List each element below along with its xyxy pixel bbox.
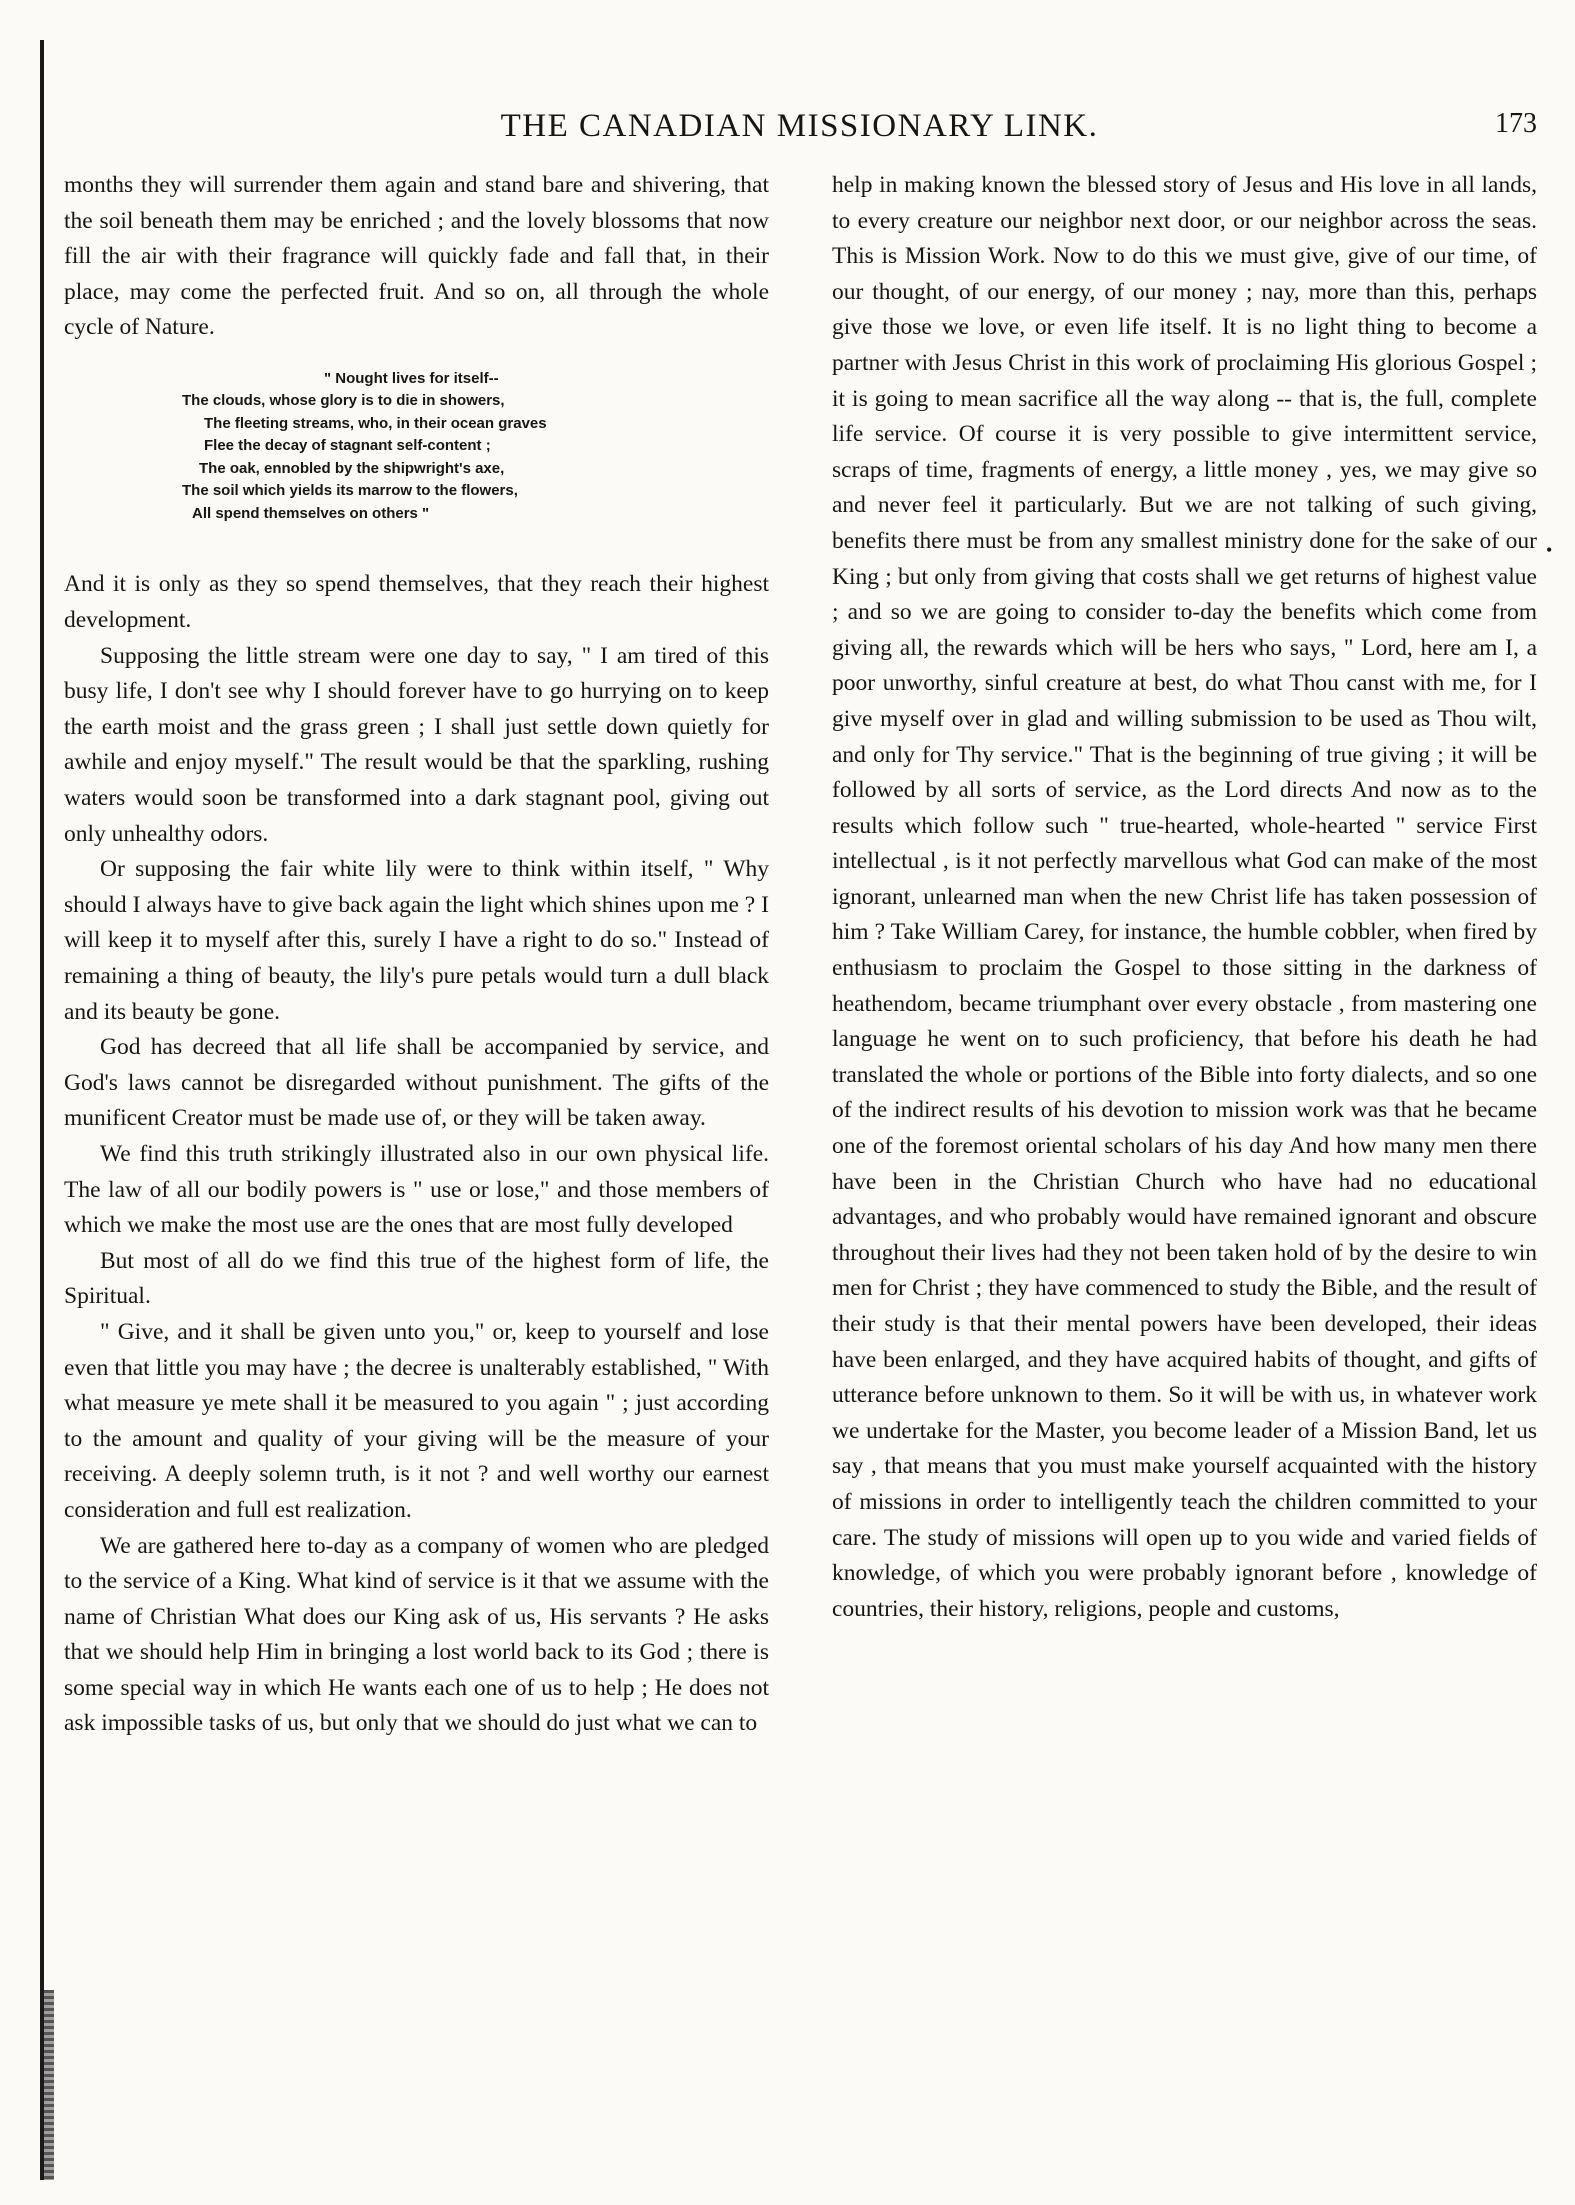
- right-column: [832, 168, 1537, 1627]
- poem-line: All spend themselves on others ": [192, 504, 430, 522]
- paragraph: And it is only as they so spend themselves, that they reach their highest development.: [64, 571, 769, 634]
- paragraph: months they will surrender them again and stand bare and shivering, that the soil beneath them may be enriched ; and the lovely blossoms that now fill the air with their fragrance will quickly fade and fall that, in their place, may come the perfected fruit. And so on, all through the whole cycle of Nature.: [64, 172, 769, 341]
- poem-quote: [64, 368, 769, 526]
- paragraph: Or supposing the fair white lily were to think within itself, " Why should I always have to give back again the light which shines upon me ? I will keep it to myself after this, surely I have a right to do so." Instead of remaining a thing of beauty, the lily's pure petals would turn a dull black and its beauty be gone.: [64, 856, 769, 1025]
- paragraph: God has decreed that all life shall be accompanied by service, and God's laws cannot be disregarded without punishment. The gifts of the munificent Creator must be made use of, or they will be taken away.: [64, 1034, 769, 1132]
- poem-line: The soil which yields its marrow to the flowers,: [182, 482, 518, 500]
- left-column: [64, 168, 769, 1742]
- binding-edge: [40, 40, 44, 2180]
- poem-line: The clouds, whose glory is to die in showers,: [182, 392, 505, 410]
- poem-line: The fleeting streams, who, in their ocean graves: [204, 414, 547, 432]
- paragraph: Supposing the little stream were one day to say, " I am tired of this busy life, I don't see why I should forever have to go hurrying on to keep the earth moist and the grass green ; I shall just settle down quietly for awhile and enjoy myself." The result would be that the sparkling, rushing waters would soon be transformed into a dark stagnant pool, giving out only unhealthy odors.: [64, 642, 769, 847]
- paragraph: But most of all do we find this true of the highest form of life, the Spiritual.: [64, 1247, 769, 1310]
- poem-line: " Nought lives for itself--: [324, 369, 499, 387]
- paragraph: " Give, and it shall be given unto you," or, keep to yourself and lose even that little you may have ; the decree is unalterably established, " With what measure ye mete shall it be measured to you again " ; just according to the amount and quality of your giving will be the measure of your receiving. A deeply solemn truth, is it not ? and well worthy our earnest consideration and full est realization.: [64, 1318, 769, 1523]
- binding-stitching: [44, 1990, 54, 2180]
- page-title: THE CANADIAN MISSIONARY LINK.: [500, 108, 1099, 144]
- page-number: 173: [1495, 108, 1537, 139]
- poem-line: The oak, ennobled by the shipwright's axe,: [199, 459, 505, 477]
- poem-line: Flee the decay of stagnant self-content ;: [204, 437, 491, 455]
- margin-mark: •: [1546, 540, 1553, 560]
- page-header: [62, 108, 1537, 148]
- paragraph: help in making known the blessed story of Jesus and His love in all lands, to every creature our neighbor next door, or our neighbor across the seas. This is Mission Work. Now to do this we must give, give of our time, of our thought, of our energy, of our money ; nay, more than this, perhaps give those we love, or even life itself. It is no light thing to become a partner with Jesus Christ in this work of proclaiming His glorious Gospel ; it is going to mean sacrifice all the way along -- that is, the full, complete life service. Of course it is very possible to give intermittent service, scraps of time, fragments of energy, a little money , yes, we may give so and never feel it particularly. But we are not talking of such giving, benefits there must be from any smallest ministry done for the sake of our King ; but only from giving that costs shall we get returns of highest value ; and so we are going to consider to-day the benefits which come from giving all, the rewards which will be hers who says, " Lord, here am I, a poor unworthy, sinful creature at best, do what Thou canst with me, for I give myself over in glad and willing submission to be used as Thou wilt, and only for Thy service." That is the beginning of true giving ; it will be followed by all sorts of service, as the Lord directs And now as to the results which follow such " true-hearted, whole-hearted " service First intellectual , is it not perfectly marvellous what God can make of the most ignorant, unlearned man when the new Christ life has taken possession of him ? Take William Carey, for instance, the humble cobbler, when fired by enthusiasm to proclaim the Gospel to those sitting in the darkness of heathendom, became triumphant over every obstacle , from mastering one language he went on to such proficiency, that before his death he had translated the whole or portions of the Bible into forty dialects, and so one of the indirect results of his devotion to mission work was that he became one of the foremost oriental scholars of his day And how many men there have been in the Christian Church who have had no educational advantages, and who probably would have remained ignorant and obscure throughout their lives had they not been taken hold of by the desire to win men for Christ ; they have commenced to study the Bible, and the result of their study is that their mental powers have been developed, their ideas have been enlarged, and they have acquired habits of thought, and gifts of utterance before unknown to them. So it will be with us, in whatever work we undertake for the Master, you become leader of a Mission Band, let us say , that means that you must make yourself acquainted with the history of missions in order to intelligently teach the children committed to your care. The study of missions will open up to you wide and varied fields of knowledge, of which you were probably ignorant before , knowledge of countries, their history, religions, people and customs,: [832, 172, 1537, 1622]
- paragraph: We are gathered here to-day as a company of women who are pledged to the service of a King. What kind of service is it that we assume with the name of Christian What does our King ask of us, His servants ? He asks that we should help Him in bringing a lost world back to its God ; there is some special way in which He wants each one of us to help ; He does not ask impossible tasks of us, but only that we should do just what we can to: [64, 1532, 769, 1737]
- paragraph: We find this truth strikingly illustrated also in our own physical life. The law of all our bodily powers is " use or lose," and those members of which we make the most use are the ones that are most fully developed: [64, 1140, 769, 1239]
